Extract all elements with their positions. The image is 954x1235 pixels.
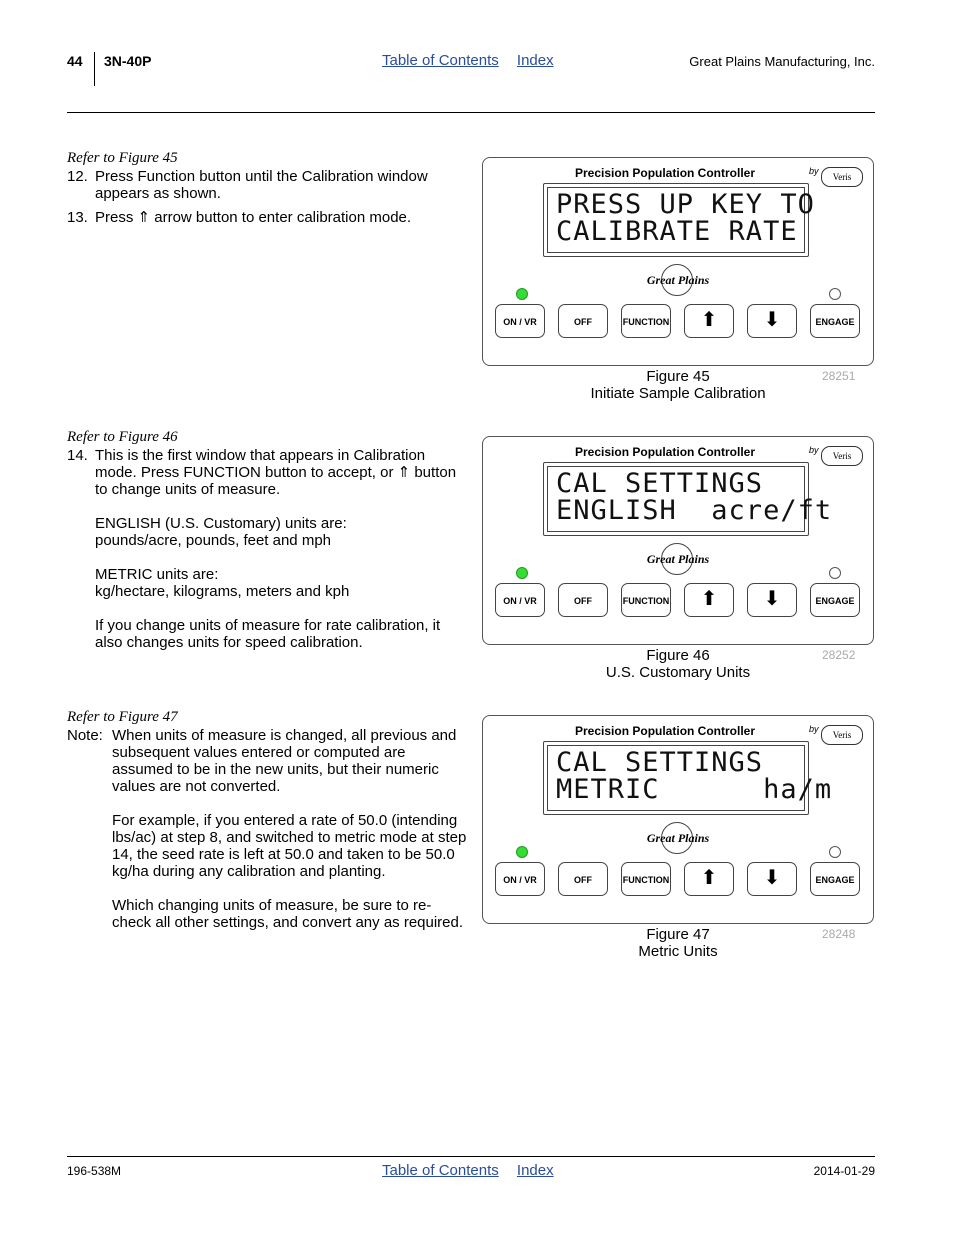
- toc-link[interactable]: Table of Contents: [382, 52, 499, 69]
- lcd-line-1: CAL SETTINGS: [556, 747, 764, 778]
- function-button[interactable]: FUNCTION: [621, 862, 671, 896]
- step-text: This is the first window that appears in Calibration mode. Press FUNCTION button to accept, or ⇑ button to change units of measure.: [95, 447, 457, 498]
- text-line: pounds/acre, pounds, feet and mph: [95, 532, 332, 549]
- controller-panel-figure-46: [482, 436, 874, 645]
- engage-button[interactable]: ENGAGE: [810, 583, 860, 617]
- header-divider: [94, 52, 95, 86]
- header-links: [382, 52, 568, 69]
- brand-by: by: [809, 724, 819, 734]
- text-line: kg/hectare, kilograms, meters and kph: [95, 583, 350, 600]
- section-figure-47: [67, 709, 467, 948]
- veris-logo: [809, 166, 863, 188]
- great-plains-logo: [639, 822, 717, 854]
- step-item: [67, 168, 462, 202]
- engage-led-indicator: [829, 567, 841, 579]
- figure-title: U.S. Customary Units: [605, 664, 751, 681]
- up-arrow-button[interactable]: ⬆: [684, 583, 734, 617]
- up-arrow-button[interactable]: ⬆: [684, 304, 734, 338]
- refer-heading: Refer to Figure 47: [67, 709, 178, 725]
- panel-title: Precision Population Controller: [575, 724, 756, 738]
- brand-name: Veris: [821, 725, 863, 745]
- down-arrow-button[interactable]: ⬇: [747, 583, 797, 617]
- down-arrow-button[interactable]: ⬇: [747, 304, 797, 338]
- note-paragraph: Which changing units of measure, be sure to re-check all other settings, and convert any as required.: [112, 897, 464, 931]
- engage-button[interactable]: ENGAGE: [810, 304, 860, 338]
- figure-label: Figure 45: [646, 368, 710, 385]
- lcd-line-2: ENGLISH acre/ft: [556, 495, 833, 526]
- lcd-screen: [547, 187, 815, 253]
- logo-text: Great Plains: [646, 831, 710, 845]
- lcd-display: [543, 741, 833, 815]
- on-led-indicator: [516, 288, 528, 300]
- great-plains-logo: [639, 543, 717, 575]
- figure-title: Initiate Sample Calibration: [590, 385, 766, 402]
- brand-name: Veris: [821, 167, 863, 187]
- lcd-screen: [547, 466, 833, 532]
- on-led-indicator: [516, 567, 528, 579]
- off-button[interactable]: OFF: [558, 862, 608, 896]
- step-number: 12.: [67, 168, 88, 185]
- logo-text: Great Plains: [646, 552, 710, 566]
- engage-led-indicator: [829, 288, 841, 300]
- great-plains-logo: [639, 264, 717, 296]
- note-label: Note:: [67, 727, 103, 744]
- step-text: Press ⇑ arrow button to enter calibration mode.: [95, 209, 412, 226]
- footer-doc-code: 196-538M: [67, 1164, 122, 1178]
- controller-panel-figure-45: [482, 157, 874, 366]
- model-name: 3N-40P: [104, 53, 152, 69]
- figure-caption: [482, 368, 874, 402]
- refer-heading: Refer to Figure 45: [67, 150, 178, 166]
- paragraph-english-units: [95, 515, 462, 549]
- on-vr-button[interactable]: ON / VR: [495, 862, 545, 896]
- on-vr-button[interactable]: ON / VR: [495, 583, 545, 617]
- engage-led-indicator: [829, 846, 841, 858]
- section-figure-45: [67, 150, 462, 233]
- panel-title: Precision Population Controller: [575, 166, 756, 180]
- lcd-line-1: PRESS UP KEY TO: [556, 189, 815, 220]
- text-line: If you change units of measure for rate calibration, it also changes units for speed calibration.: [95, 617, 441, 651]
- note-paragraph: When units of measure is changed, all previous and subsequent values entered or computed are assumed to be in the new units, but their numeric values are not converted.: [112, 727, 457, 795]
- footer-toc-link[interactable]: Table of Contents: [382, 1162, 499, 1179]
- brand-by: by: [809, 445, 819, 455]
- lcd-line-2: METRIC ha/m: [556, 774, 833, 805]
- footer-index-link[interactable]: Index: [516, 1162, 554, 1179]
- down-arrow-button[interactable]: ⬇: [747, 862, 797, 896]
- veris-logo: [809, 445, 863, 467]
- on-led-indicator: [516, 846, 528, 858]
- footer-links: [382, 1162, 568, 1179]
- page-number: 44: [67, 53, 83, 69]
- paragraph-units-note: [95, 617, 462, 651]
- figure-code: 28252: [822, 648, 856, 662]
- note-block: [67, 727, 467, 948]
- up-arrow-button[interactable]: ⬆: [684, 862, 734, 896]
- refer-heading: Refer to Figure 46: [67, 429, 178, 445]
- veris-logo: [809, 724, 863, 746]
- brand-name: Veris: [821, 446, 863, 466]
- figure-code: 28248: [822, 927, 856, 941]
- step-text: Press Function button until the Calibration window appears as shown.: [95, 168, 428, 202]
- step-number: 13.: [67, 209, 88, 226]
- lcd-display: [543, 462, 833, 536]
- section-figure-46: [67, 429, 462, 651]
- step-item: [67, 209, 462, 226]
- figure-title: Metric Units: [638, 943, 718, 960]
- logo-text: Great Plains: [646, 273, 710, 287]
- footer-rule: [67, 1156, 875, 1157]
- function-button[interactable]: FUNCTION: [621, 583, 671, 617]
- company-name: Great Plains Manufacturing, Inc.: [689, 54, 875, 69]
- text-line: METRIC units are:: [95, 566, 219, 583]
- paragraph-metric-units: [95, 566, 462, 600]
- figure-caption: [482, 647, 874, 681]
- figure-label: Figure 47: [646, 926, 710, 943]
- engage-button[interactable]: ENGAGE: [810, 862, 860, 896]
- footer-date: 2014-01-29: [813, 1164, 875, 1178]
- lcd-line-1: CAL SETTINGS: [556, 468, 764, 499]
- note-body: [112, 727, 467, 948]
- header-rule: [67, 112, 875, 113]
- note-paragraph: For example, if you entered a rate of 50.0 (intending lbs/ac) at step 8, and switched to metric mode at step 14, the seed rate is left at 50.0 and taken to be 50.0 kg/ha during any calibration and planting.: [112, 812, 467, 880]
- lcd-screen: [547, 745, 833, 811]
- step-item: [67, 447, 462, 498]
- controller-panel-figure-47: [482, 715, 874, 924]
- brand-by: by: [809, 166, 819, 176]
- panel-title: Precision Population Controller: [575, 445, 756, 459]
- index-link[interactable]: Index: [516, 52, 554, 69]
- step-number: 14.: [67, 447, 88, 464]
- lcd-display: [543, 183, 815, 257]
- figure-label: Figure 46: [646, 647, 710, 664]
- lcd-line-2: CALIBRATE RATE: [556, 216, 798, 247]
- on-vr-button[interactable]: ON / VR: [495, 304, 545, 338]
- text-line: ENGLISH (U.S. Customary) units are:: [95, 515, 347, 532]
- off-button[interactable]: OFF: [558, 304, 608, 338]
- function-button[interactable]: FUNCTION: [621, 304, 671, 338]
- off-button[interactable]: OFF: [558, 583, 608, 617]
- figure-code: 28251: [822, 369, 856, 383]
- figure-caption: [482, 926, 874, 960]
